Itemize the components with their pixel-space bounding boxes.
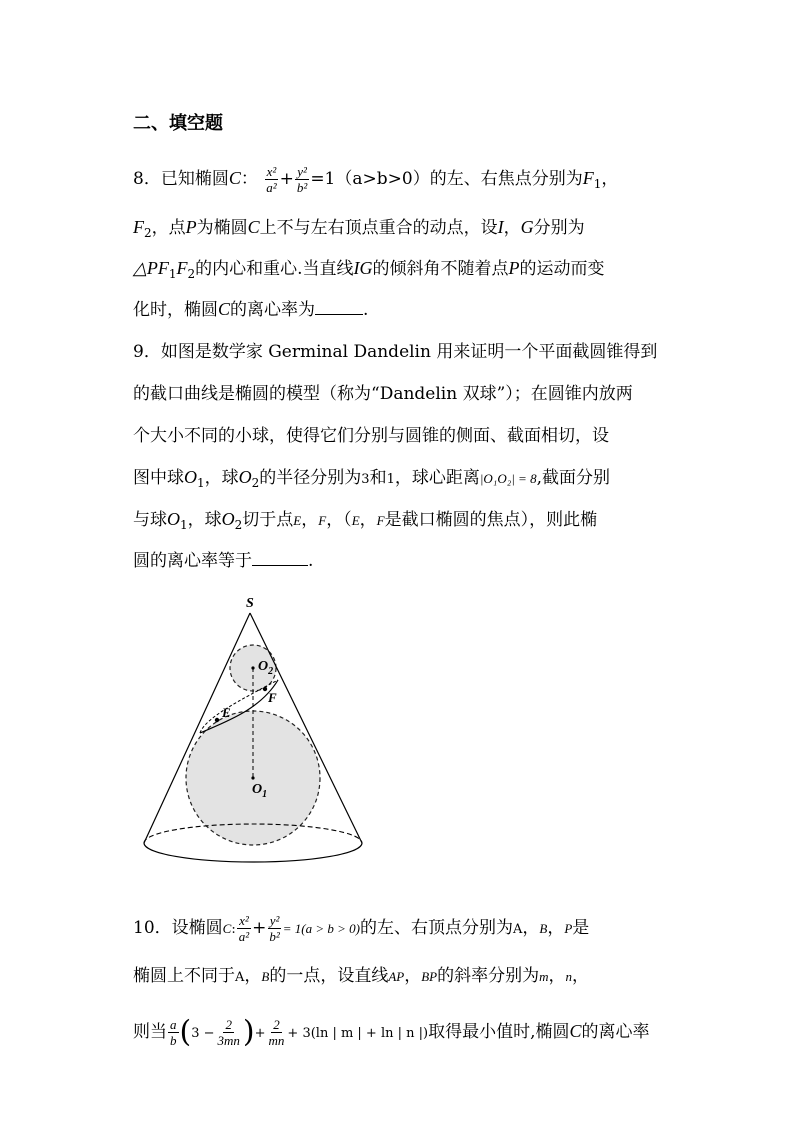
text: ，	[572, 966, 590, 986]
text: 是	[572, 918, 590, 938]
math-var: F	[582, 168, 594, 188]
math-var: P	[508, 258, 520, 278]
text: 的离心率	[581, 1022, 650, 1042]
fraction-x2-a2: $\frac{\text{x²}}{\text{a²}}$	[238, 913, 250, 944]
text: 的一点，设直线	[269, 966, 389, 986]
fraction-y2-b2: $\frac{\text{y²}}{\text{b²}}$	[296, 164, 308, 195]
subscript: 2	[251, 476, 260, 490]
text: ，	[301, 510, 319, 530]
cone-base-front	[144, 843, 362, 862]
point-F	[263, 687, 267, 691]
math-var: F	[376, 513, 385, 528]
math-expression: + 3(ln | m | + ln | n |)	[287, 1026, 429, 1041]
math-var: AP	[388, 969, 405, 984]
subscript: 2	[144, 226, 152, 240]
math-var: B	[261, 969, 270, 984]
text: 的倾斜角不随着点	[372, 259, 509, 279]
label-E: E	[222, 705, 231, 720]
text: ，球	[204, 468, 239, 488]
subscript: 1	[197, 476, 205, 490]
text: （a>b>0）的左、右焦点分别为	[335, 169, 583, 189]
math-var: B	[539, 921, 548, 936]
text: ，球心距离	[394, 468, 480, 488]
text: ，（	[326, 510, 352, 530]
label-F: F	[268, 690, 277, 705]
text: 上不与左右顶点重合的动点，设	[259, 218, 498, 238]
math-var: BP	[421, 969, 438, 984]
q8-line-1: 8．已知椭圆C： $\frac{\text{x²}}{\text{a²}}$ + $\frac{\text{y²}}{\text{b²}}$ =1（a>b>0）的左、右焦点分别为$F_1$，	[133, 164, 619, 195]
math-expression: 3 −	[191, 1026, 215, 1041]
subscript: 1	[180, 518, 188, 532]
point-E	[215, 718, 219, 722]
answer-blank[interactable]	[252, 549, 308, 566]
text: ，	[522, 918, 540, 938]
math-var: P	[185, 217, 197, 237]
math-var: m	[539, 969, 549, 984]
math-var: IG	[353, 258, 373, 278]
text: 的斜率分别为	[437, 966, 540, 986]
q8-number: 8．已知椭圆	[133, 169, 229, 189]
math-var: C	[569, 1021, 582, 1041]
label-O2: $O_2$	[258, 659, 274, 677]
subscript: 2	[234, 518, 243, 532]
text: ，	[503, 218, 521, 238]
math-var: n	[565, 969, 573, 984]
text: 切于点	[242, 510, 294, 530]
q10-line-1: 10．设椭圆C: $\frac{\text{x²}}{\text{a²}}$ + $\frac{\text{y²}}{\text{b²}}$ = 1(a > b > 0)的左、右顶点分别为A，B，P是	[133, 913, 590, 944]
text: 椭圆上不同于	[133, 966, 235, 986]
math-var: O	[238, 467, 252, 487]
math-var: A	[235, 970, 245, 985]
label-O1: $O_1$	[252, 782, 268, 800]
point-O2	[251, 666, 254, 669]
text: 的运动而变	[519, 259, 605, 279]
number: 3	[361, 472, 370, 487]
q9-line-4	[133, 465, 610, 495]
fraction-2-3mn: $\frac{2}{3mn}$	[217, 1017, 240, 1048]
answer-blank[interactable]	[315, 298, 363, 315]
text: ，	[548, 966, 566, 986]
point-O1	[251, 776, 254, 779]
math-expression: |O₁O₂| = 8	[479, 471, 537, 486]
q9-line-3: 个大小不同的小球，使得它们分别与圆锥的侧面、截面相切，设	[133, 426, 609, 446]
text: 化时，椭圆	[133, 300, 218, 320]
text: 为椭圆	[196, 218, 248, 238]
math-var: O	[167, 509, 180, 529]
text: 的内心和重心.当直线	[195, 259, 354, 279]
text: ,截面分别	[536, 468, 610, 488]
math-var: I	[497, 217, 504, 237]
text: 图中球	[133, 468, 184, 488]
text: 分别为	[533, 218, 585, 238]
math-var: O	[221, 509, 235, 529]
subscript: 1	[168, 267, 177, 281]
subscript: 2	[187, 267, 196, 281]
text: ，点	[151, 218, 186, 238]
number: 1	[386, 472, 395, 487]
text: ，	[244, 966, 262, 986]
math-var: C	[247, 217, 260, 237]
fraction-a-b: $\frac{a}{b}$	[170, 1017, 177, 1048]
text: ，	[601, 169, 619, 189]
q8-line-4	[133, 297, 368, 322]
text: 圆的离心率等于	[133, 551, 252, 571]
text: 的离心率为	[230, 300, 316, 320]
text: 和	[369, 468, 387, 488]
text: 与球	[133, 510, 167, 530]
math-var: F	[133, 217, 144, 237]
text: 是截口椭圆的焦点），则此椭	[384, 510, 598, 530]
text: ，	[359, 510, 377, 530]
text: 的左、右顶点分别为	[360, 918, 513, 938]
q10-number: 10．设椭圆	[133, 918, 223, 938]
text: .	[308, 551, 314, 571]
text: ，	[547, 918, 565, 938]
q9-line-1: 9．如图是数学家 Germinal Dandelin 用来证明一个平面截圆锥得到	[133, 342, 658, 362]
math-var: C	[222, 921, 232, 936]
math-var: O	[184, 467, 197, 487]
math-var: P	[564, 921, 573, 936]
section-title: 二、填空题	[133, 113, 223, 134]
text: +	[254, 1026, 266, 1041]
q9-line-6	[133, 549, 313, 573]
math-var: C	[228, 168, 241, 188]
q10-line-2	[133, 964, 589, 990]
right-paren: )	[242, 1014, 255, 1050]
label-S: S	[246, 596, 254, 611]
math-expression: = 1(a > b > 0)	[282, 921, 360, 936]
text: :	[231, 922, 236, 937]
text: ：	[240, 169, 258, 189]
fraction-2-mn: $\frac{2}{mn}$	[268, 1017, 285, 1048]
text: 取得最小值时,椭圆	[428, 1022, 570, 1042]
text: .	[363, 300, 369, 320]
math-var: A	[513, 922, 523, 937]
text: 的半径分别为	[259, 468, 362, 488]
q9-line-5	[133, 507, 597, 537]
math-var: C	[218, 299, 231, 319]
text: ，球	[187, 510, 222, 530]
left-paren: (	[179, 1014, 192, 1050]
q8-line-3	[133, 256, 605, 286]
dandelin-spheres-figure	[130, 590, 380, 880]
math-var: G	[520, 217, 534, 237]
fraction-x2-a2: $\frac{\text{x²}}{\text{a²}}$	[266, 164, 277, 195]
math-var: E	[293, 513, 302, 528]
q9-line-2: 的截口曲线是椭圆的模型（称为“Dandelin 双球”）；在圆锥内放两	[133, 384, 633, 404]
text: ，	[404, 966, 422, 986]
q8-line-2	[133, 215, 585, 245]
subscript: 1	[593, 177, 602, 191]
text: 则当	[133, 1022, 167, 1042]
math-var: E	[351, 513, 360, 528]
text: =1	[310, 169, 336, 189]
math-var: F	[176, 258, 188, 278]
q10-line-3	[133, 1014, 650, 1050]
math-var: F	[318, 513, 327, 528]
fraction-y2-b2: $\frac{\text{y²}}{\text{b²}}$	[269, 913, 280, 944]
math-var: △PF	[133, 258, 169, 278]
